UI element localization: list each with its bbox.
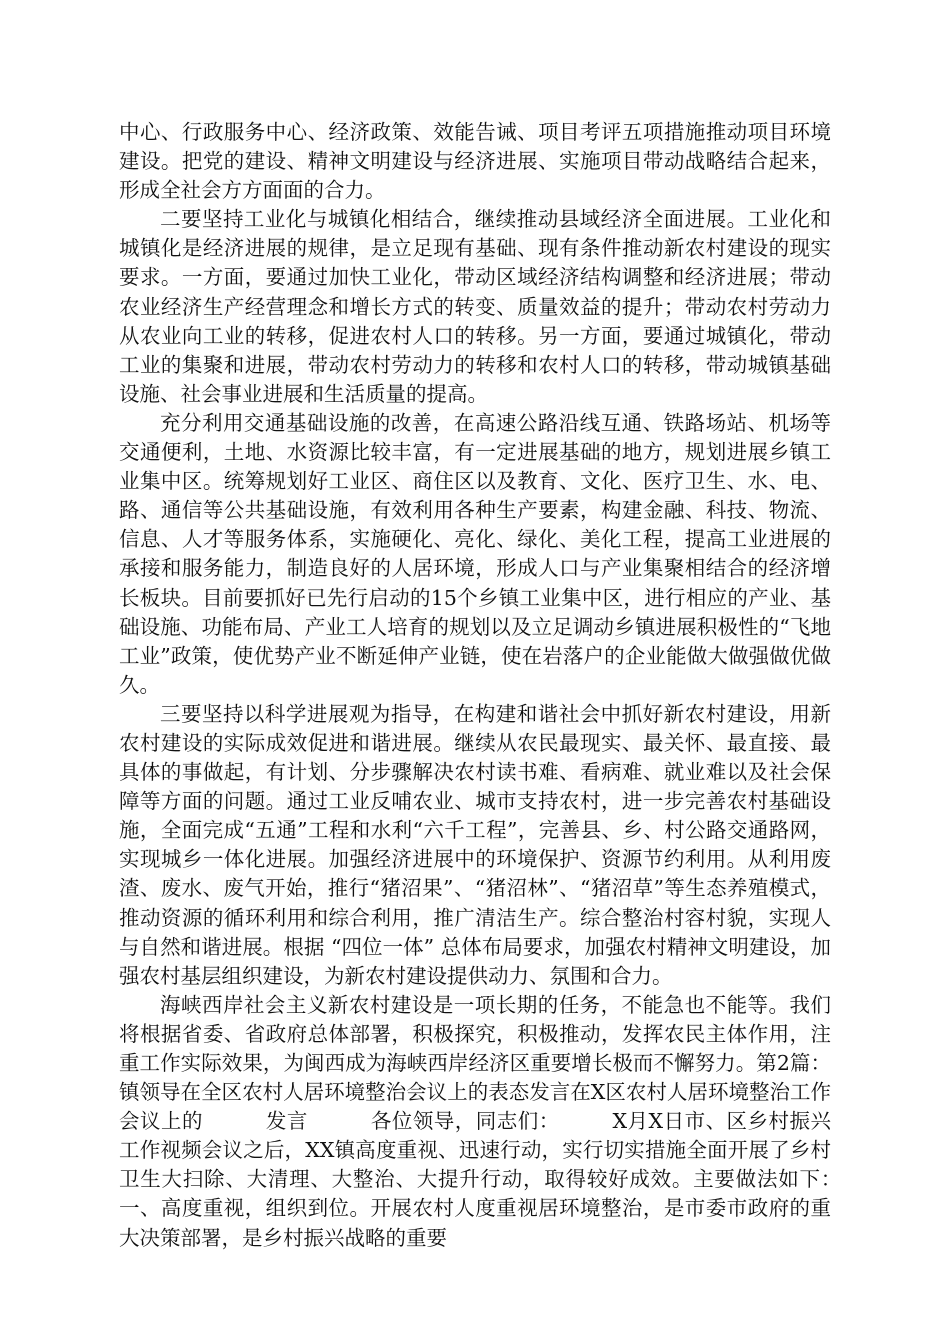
paragraph-4: 三要坚持以科学进展观为指导，在构建和谐社会中抓好新农村建设，用新农村建设的实际成效促进和谐进展。继续从农民最现实、最关怀、最直接、最具体的事做起，有计划、分步骤解决农村读书难、看病难、就业难以及社会保障等方面的问题。通过工业反哺农业、城市支持农村，进一步完善农村基础设施，全面完成“五通”工程和水利“六千工程”，完善县、乡、村公路交通路网，实现城乡一体化进展。加强经济进展中的环境保护、资源节约利用。从利用废渣、废水、废气开始，推行“猪沼果”、“猪沼林”、“猪沼草”等生态养殖模式，推动资源的循环利用和综合利用，推广清洁生产。综合整治村容村貌，实现人与自然和谐进展。根据 “四位一体” 总体布局要求，加强农村精神文明建设，加强农村基层组织建设，为新农村建设提供动力、氛围和合力。 [119, 701, 831, 988]
paragraph-2: 二要坚持工业化与城镇化相结合，继续推动县域经济全面进展。工业化和城镇化是经济进展的规律，是立足现有基础、现有条件推动新农村建设的现实要求。一方面，要通过加快工业化，带动区域经济结构调整和经济进展；带动农业经济生产经营理念和增长方式的转变、质量效益的提升；带动农村劳动力从农业向工业的转移，促进农村人口的转移。另一方面，要通过城镇化，带动工业的集聚和进展，带动农村劳动力的转移和农村人口的转移，带动城镇基础设施、社会事业进展和生活质量的提高。 [119, 207, 831, 406]
paragraph-3: 充分利用交通基础设施的改善，在高速公路沿线互通、铁路场站、机场等交通便利，土地、水资源比较丰富，有一定进展基础的地方，规划进展乡镇工业集中区。统筹规划好工业区、商住区以及教育、文化、医疗卫生、水、电、路、通信等公共基础设施，有效利用各种生产要素，构建金融、科技、物流、信息、人才等服务体系，实施硬化、亮化、绿化、美化工程，提高工业进展的承接和服务能力，制造良好的人居环境，形成人口与产业集聚相结合的经济增长板块。目前要抓好已先行启动的15个乡镇工业集中区，进行相应的产业、基础设施、功能布局、产业工人培育的规划以及立足调动乡镇进展积极性的“飞地工业”政策，使优势产业不断延伸产业链，使在岩落户的企业能做大做强做优做久。 [119, 410, 831, 697]
paragraph-1: 中心、行政服务中心、经济政策、效能告诫、项目考评五项措施推动项目环境建设。把党的建设、精神文明建设与经济进展、实施项目带动战略结合起来，形成全社会方方面面的合力。 [119, 120, 831, 203]
document-page [119, 118, 893, 1253]
paragraph-5: 海峡西岸社会主义新农村建设是一项长期的任务，不能急也不能等。我们将根据省委、省政府总体部署，积极探究，积极推动，发挥农民主体作用，注重工作实际效果，为闽西成为海峡西岸经济区重要增长极而不懈努力。第2篇：镇领导在全区农村人居环境整治会议上的表态发言在X区农村人居环境整治工作会议上的 发言 各位领导，同志们： X月X日市、区乡村振兴工作视频会议之后，XX镇高度重视、迅速行动，实行切实措施全面开展了乡村卫生大扫除、大清理、大整治、大提升行动，取得较好成效。主要做法如下： 一、高度重视，组织到位。开展农村人度重视居环境整治，是市委市政府的重大决策部署，是乡村振兴战略的重要 [119, 992, 893, 1250]
